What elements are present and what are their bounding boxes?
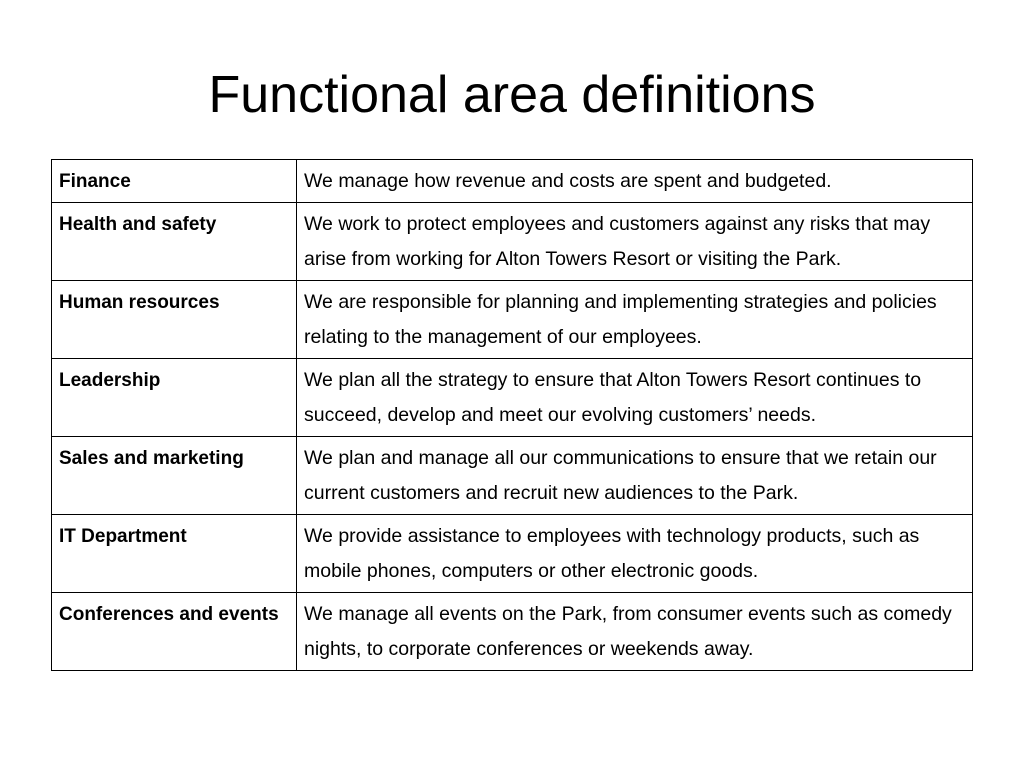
definition-cell: We provide assistance to employees with technology products, such as mobile phones, computers or other electronic goods.	[297, 514, 973, 592]
term-cell: Leadership	[52, 358, 297, 436]
slide-title: Functional area definitions	[208, 66, 816, 124]
table-row	[52, 514, 973, 592]
table-row	[52, 280, 973, 358]
table-row	[52, 160, 973, 203]
term-cell: Health and safety	[52, 202, 297, 280]
table-row	[52, 202, 973, 280]
definitions-table	[51, 159, 973, 671]
definition-cell: We plan all the strategy to ensure that Alton Towers Resort continues to succeed, develop and meet our evolving customers’ needs.	[297, 358, 973, 436]
definition-cell: We work to protect employees and customers against any risks that may arise from working for Alton Towers Resort or visiting the Park.	[297, 202, 973, 280]
table-row	[52, 436, 973, 514]
definition-cell: We manage all events on the Park, from consumer events such as comedy nights, to corporate conferences or weekends away.	[297, 592, 973, 670]
term-cell: IT Department	[52, 514, 297, 592]
definition-cell: We are responsible for planning and implementing strategies and policies relating to the management of our employees.	[297, 280, 973, 358]
table-row	[52, 592, 973, 670]
table-row	[52, 358, 973, 436]
definition-cell: We plan and manage all our communications to ensure that we retain our current customers and recruit new audiences to the Park.	[297, 436, 973, 514]
term-cell: Finance	[52, 160, 297, 203]
term-cell: Sales and marketing	[52, 436, 297, 514]
definition-cell: We manage how revenue and costs are spent and budgeted.	[297, 160, 973, 203]
term-cell: Conferences and events	[52, 592, 297, 670]
term-cell: Human resources	[52, 280, 297, 358]
